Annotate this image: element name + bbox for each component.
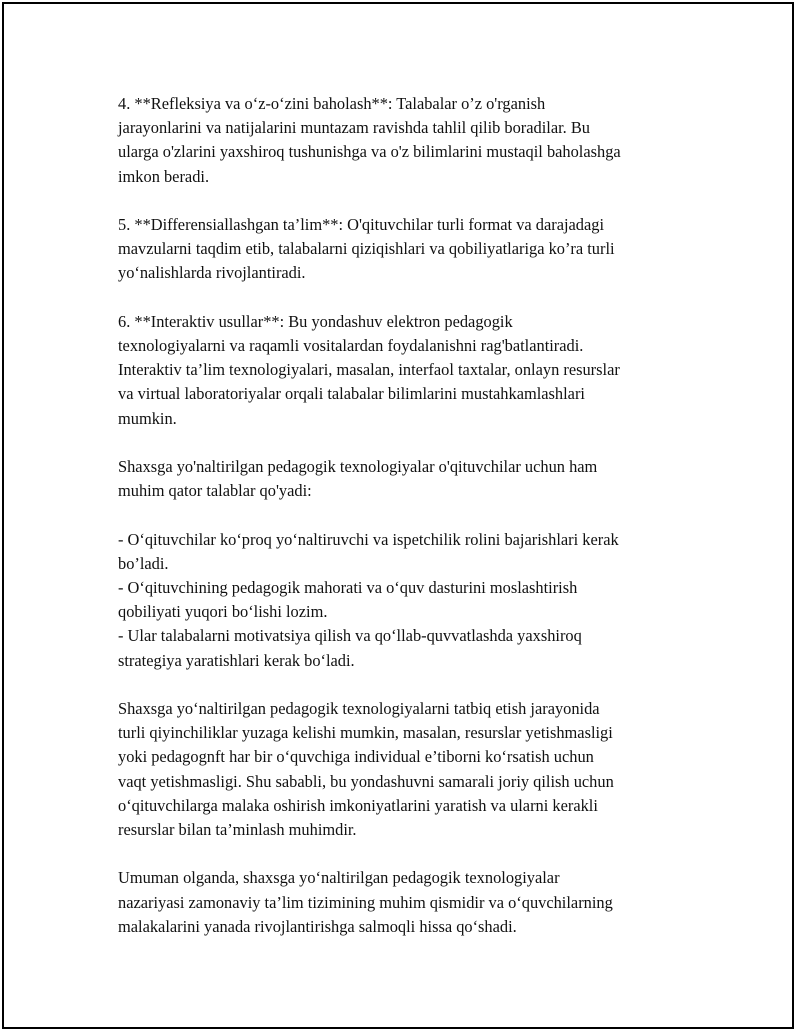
paragraph-differentiated-learning: 5. **Differensiallashgan ta’lim**: O'qituvchilar turli format va darajadagi mavzularni taqdim etib, talabalarni qiziqishlari va qobiliyatlariga ko’ra turli yo‘nalishlarda rivojlantiradi.	[118, 215, 615, 283]
paragraph-interactive-methods: 6. **Interaktiv usullar**: Bu yondashuv elektron pedagogik texnologiyalarni va raqamli vositalardan foydalanishni rag'batlantiradi. Interaktiv ta’lim texnologiyalari, masalan, interfaol taxtalar, onlayn resurslar va virtual laboratoriyalar orqali talabalar bilimlarini mustahkamlashlari mumkin.	[118, 311, 620, 428]
paragraph-teacher-requirements: Shaxsga yo'naltirilgan pedagogik texnologiyalar o'qituvchilar uchun ham muhim qator talablar qo'yadi:	[118, 457, 598, 501]
list-item: - O‘qituvchilar ko‘proq yo‘naltiruvchi va ispetchilik rolini bajarishlari kerak bo’ladi.	[118, 529, 619, 573]
document-body	[118, 92, 698, 963]
list-item: - O‘qituvchining pedagogik mahorati va o‘quv dasturini moslashtirish qobiliyati yuqori bo‘lishi lozim.	[118, 578, 578, 622]
paragraph-challenges: Shaxsga yo‘naltirilgan pedagogik texnologiyalarni tatbiq etish jarayonida turli qiyinchiliklar yuzaga kelishi mumkin, masalan, resurslar yetishmasligi yoki pedagognft har bir o‘quvchiga individual e’tiborni ko‘rsatish uchun vaqt yetishmasligi. Shu sababli, bu yondashuvni samarali joriy qilish uchun o‘qituvchilarga malaka oshirish imkoniyatlarini yaratish va ularni kerakli resurslar bilan ta’minlash muhimdir.	[118, 699, 614, 840]
requirements-list	[118, 528, 698, 673]
paragraph-reflection: 4. **Refleksiya va o‘z-o‘zini baholash**: Talabalar o’z o'rganish jarayonlarini va natijalarini muntazam ravishda tahlil qilib boradilar. Bu ularga o'zlarini yaxshiroq tushunishga va o'z bilimlarini mustaqil baholashga imkon beradi.	[118, 94, 621, 186]
paragraph-conclusion: Umuman olganda, shaxsga yo‘naltirilgan pedagogik texnologiyalar nazariyasi zamonaviy ta’lim tizimining muhim qismidir va o‘quvchilarning malakalarini yanada rivojlantirishga salmoqli hissa qo‘shadi.	[118, 868, 613, 936]
list-item: - Ular talabalarni motivatsiya qilish va qo‘llab-quvvatlashda yaxshiroq strategiya yaratishlari kerak bo‘ladi.	[118, 626, 582, 670]
